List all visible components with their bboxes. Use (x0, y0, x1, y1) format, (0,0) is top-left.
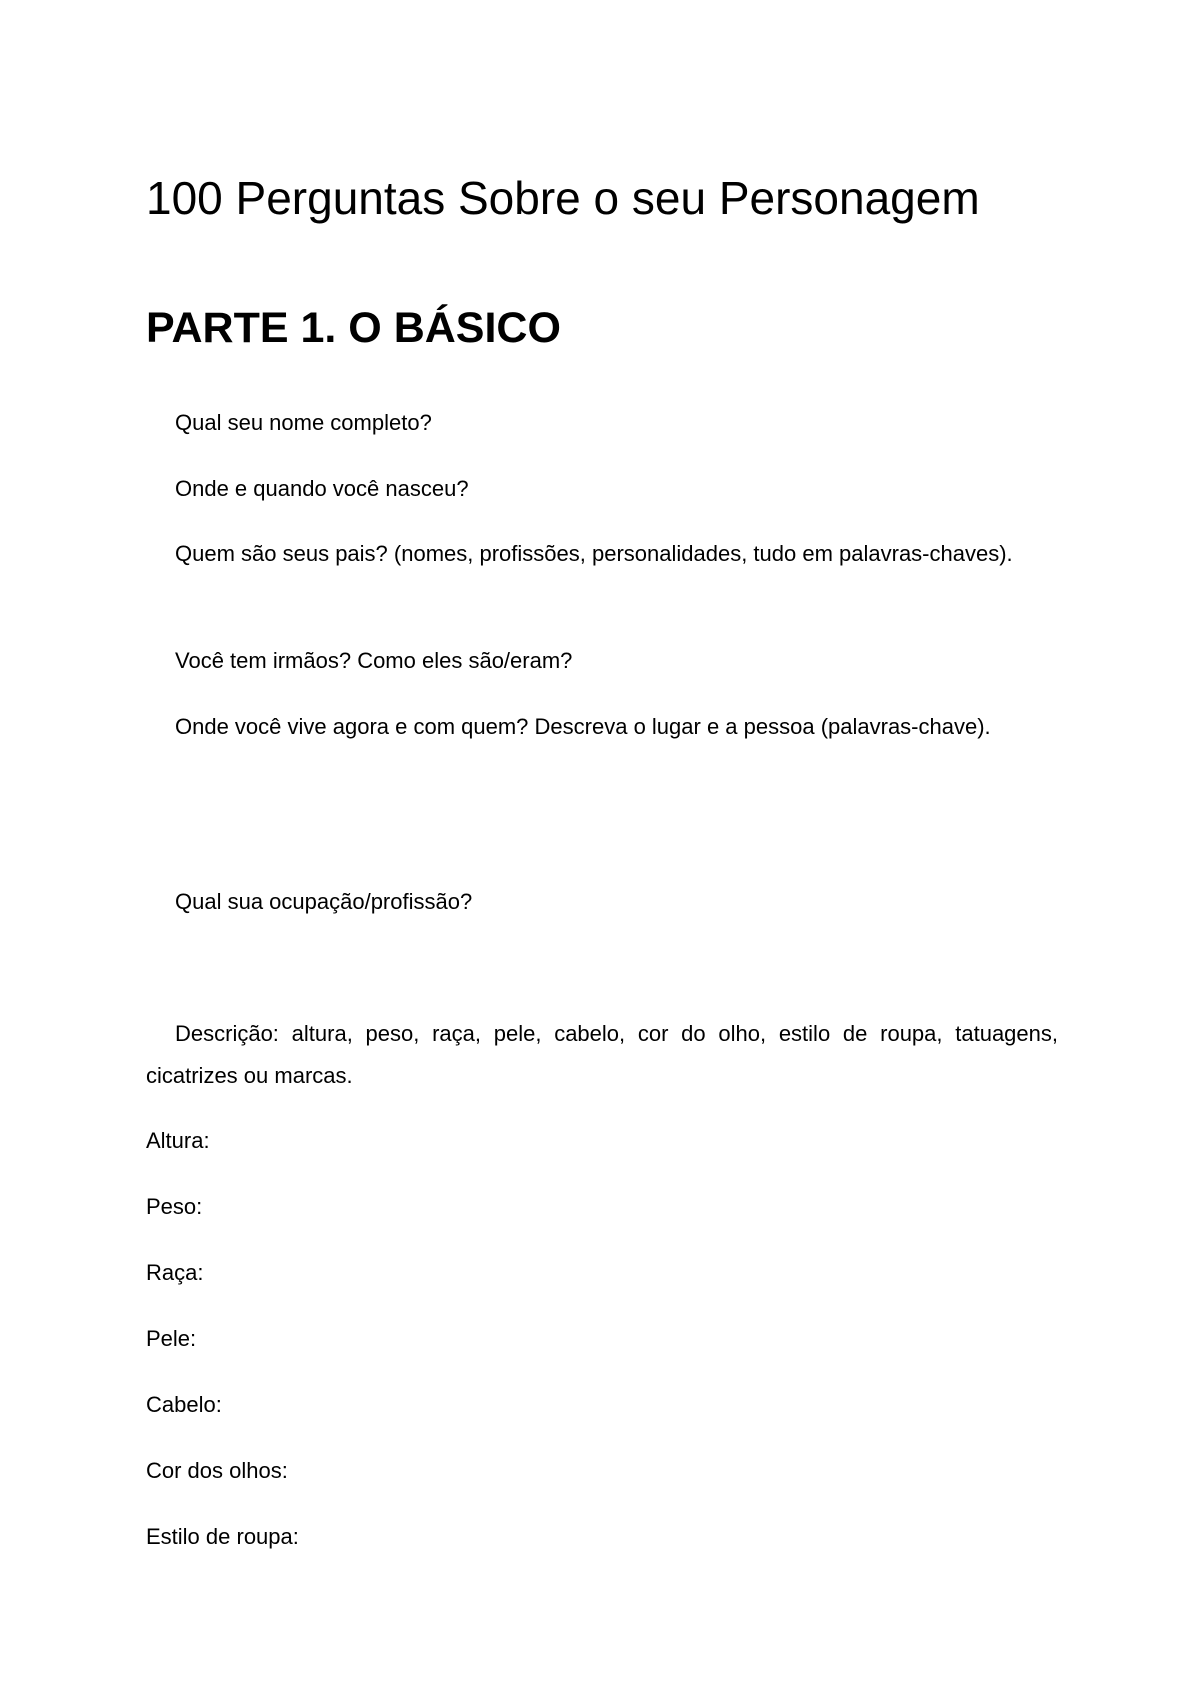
question-occupation: Qual sua ocupação/profissão? (175, 889, 473, 914)
field-label-skin: Pele: (146, 1326, 197, 1351)
field-label-hair: Cabelo: (146, 1392, 222, 1417)
question-siblings: Você tem irmãos? Como eles são/eram? (175, 648, 573, 673)
question-full-name: Qual seu nome completo? (175, 410, 432, 435)
section-heading: PARTE 1. O BÁSICO (146, 304, 561, 352)
document-title: 100 Perguntas Sobre o seu Personagem (146, 172, 980, 224)
field-label-clothing-style: Estilo de roupa: (146, 1524, 299, 1549)
field-label-eye-color: Cor dos olhos: (146, 1458, 288, 1483)
question-parents: Quem são seus pais? (nomes, profissões, personalidades, tudo em palavras-chaves). (175, 541, 1013, 566)
field-label-weight: Peso: (146, 1194, 203, 1219)
question-residence: Onde você vive agora e com quem? Descreva o lugar e a pessoa (palavras-chave). (175, 714, 991, 739)
question-description: Descrição: altura, peso, raça, pele, cabelo, cor do olho, estilo de roupa, tatuagens, cicatrizes ou marcas. (146, 1021, 1058, 1088)
question-birth: Onde e quando você nasceu? (175, 476, 469, 501)
field-label-race: Raça: (146, 1260, 204, 1285)
field-label-height: Altura: (146, 1128, 210, 1153)
